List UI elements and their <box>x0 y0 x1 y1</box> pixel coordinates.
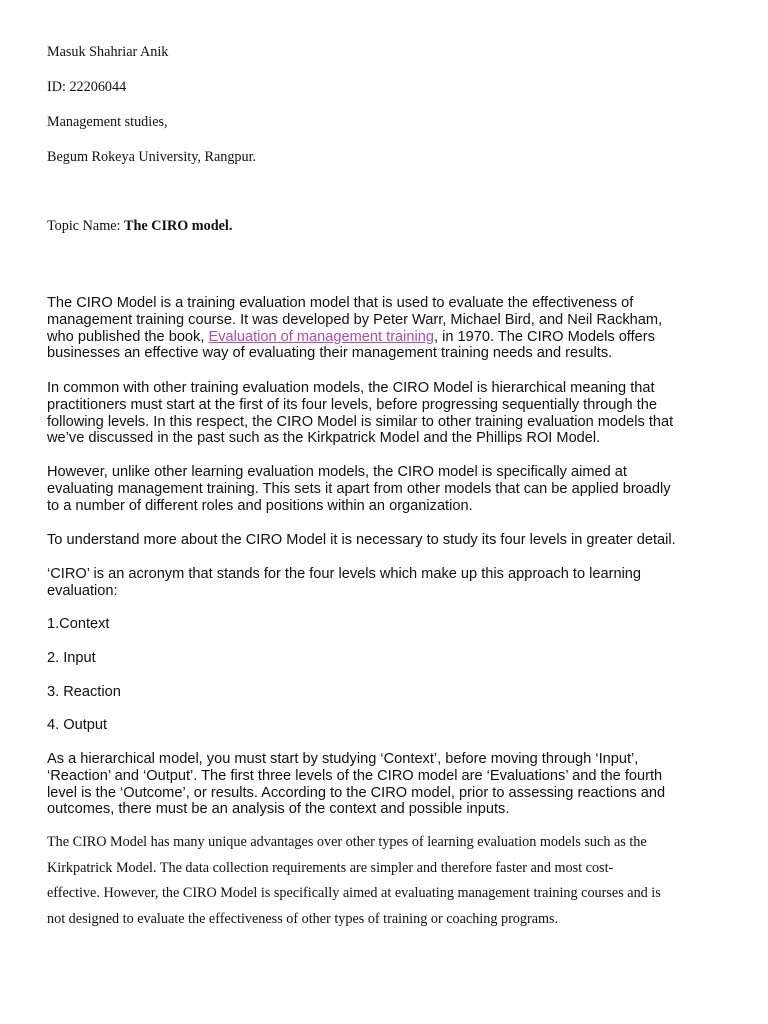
text-line: In common with other training evaluation models, the CIRO Model is hierarchical meaning that <box>47 380 655 396</box>
university: Begum Rokeya University, Rangpur. <box>47 149 257 165</box>
paragraph-hierarchy <box>47 380 673 447</box>
text-line: management training course. It was developed by Peter Warr, Michael Bird, and Neil Rackham, <box>47 311 663 328</box>
text-line: outcomes, there must be an analysis of the context and possible inputs. <box>47 801 510 818</box>
level-item-reaction: 3. Reaction <box>47 684 121 700</box>
text-line: ‘CIRO’ is an acronym that stands for the four levels which make up this approach to learning <box>47 566 642 582</box>
paragraph-understand <box>47 532 676 549</box>
author-name: Masuk Shahriar Anik <box>47 44 169 60</box>
level-item-input: 2. Input <box>47 650 96 666</box>
text-line: following levels. In this respect, the CIRO Model is similar to other training evaluation models that <box>47 413 674 430</box>
text-line: evaluation: <box>47 582 118 599</box>
text-line: practitioners must start at the first of its four levels, before progressing sequentially through the <box>47 396 657 413</box>
text-segment: who published the book, <box>47 328 209 345</box>
level-item-context: 1.Context <box>47 616 110 632</box>
student-id: ID: 22206044 <box>47 79 127 95</box>
level-item-output: 4. Output <box>47 717 108 733</box>
topic-label: Topic Name: <box>47 218 125 234</box>
topic-title: The CIRO model. <box>124 218 233 234</box>
text-line: to a number of different roles and positions within an organization. <box>47 497 473 514</box>
paragraph-difference <box>47 464 671 514</box>
text-line: The CIRO Model has many unique advantages over other types of learning evaluation models such as the <box>47 834 647 850</box>
text-line <box>47 329 662 346</box>
department: Management studies, <box>47 114 168 130</box>
text-line: not designed to evaluate the effectiveness of other types of training or coaching programs. <box>47 911 559 928</box>
text-line: However, unlike other learning evaluation models, the CIRO model is specifically aimed at <box>47 464 627 480</box>
paragraph-acronym <box>47 566 641 600</box>
paragraph-intro <box>47 295 662 362</box>
paragraph-hierarchical-model <box>47 751 665 818</box>
text-line: evaluating management training. This sets it apart from other models that can be applied broadly <box>47 480 671 497</box>
text-segment: , in 1970. The CIRO Models offers <box>434 328 655 345</box>
book-link[interactable]: Evaluation of management training <box>208 328 435 345</box>
topic-line <box>47 218 232 235</box>
text-line: As a hierarchical model, you must start by studying ‘Context’, before moving through ‘Input’, <box>47 751 639 767</box>
text-line: effective. However, the CIRO Model is specifically aimed at evaluating management training courses and is <box>47 885 661 902</box>
text-line: businesses an effective way of evaluating their management training needs and results. <box>47 345 613 362</box>
text-line: we’ve discussed in the past such as the Kirkpatrick Model and the Phillips ROI Model. <box>47 430 601 447</box>
text-line: ‘Reaction’ and ‘Output’. The first three levels of the CIRO model are ‘Evaluations’ and the fourth <box>47 767 663 784</box>
text-line: The CIRO Model is a training evaluation model that is used to evaluate the effectiveness of <box>47 295 634 311</box>
text-line: level is the ‘Outcome’, or results. According to the CIRO model, prior to assessing reactions and <box>47 784 666 801</box>
text-line: To understand more about the CIRO Model it is necessary to study its four levels in greater detail. <box>47 532 676 548</box>
paragraph-advantages <box>47 830 661 933</box>
text-line: Kirkpatrick Model. The data collection requirements are simpler and therefore faster and most cost- <box>47 859 614 876</box>
